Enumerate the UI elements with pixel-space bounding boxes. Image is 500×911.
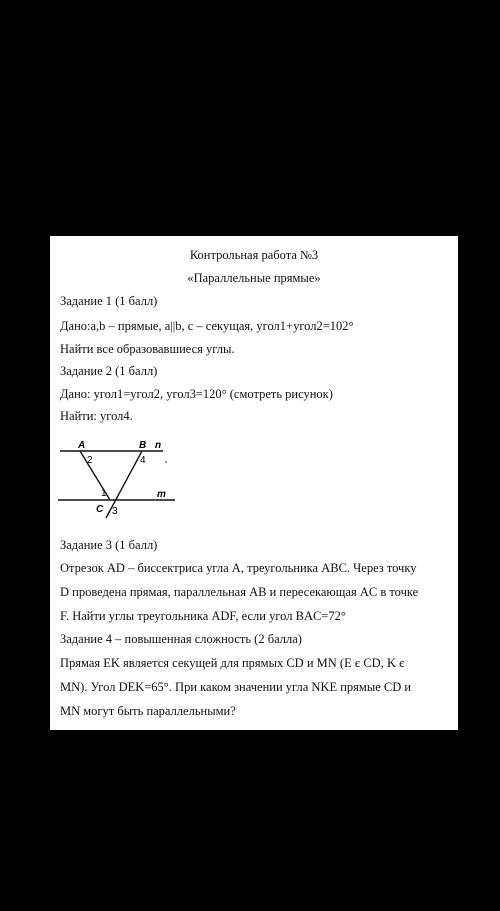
task1-given: Дано:a,b – прямые, a||b, c – секущая, угол1+угол2=102° (60, 319, 354, 333)
task3-text-line1: Отрезок AD – биссектриса угла A, треугольника ABC. Через точку (60, 561, 417, 575)
task2-heading: Задание 2 (1 балл) (60, 364, 158, 378)
task4-text-line2: MN). Угол DEK=65°. При каком значении угла NKE прямые CD и (60, 680, 412, 694)
task2-given: Дано: угол1=угол2, угол3=120° (смотреть рисунок) (60, 387, 333, 401)
angle-4-label: 4 (140, 455, 146, 466)
stray-dot (165, 461, 167, 463)
task4-text-line1: Прямая EK является секущей для прямых CD и MN (E є CD, K є (60, 656, 405, 670)
worksheet-title: Контрольная работа №3 (189, 248, 319, 262)
task3-heading: Задание 3 (1 балл) (60, 538, 158, 552)
task3-text-line3: F. Найти углы треугольника ADF, если угол BAC=72° (60, 609, 346, 623)
worksheet-subtitle: «Параллельные прямые» (187, 271, 321, 285)
label-a: A (78, 440, 86, 451)
task1-heading: Задание 1 (1 балл) (60, 294, 158, 308)
task4-text-line3: MN могут быть параллельными? (60, 704, 236, 718)
label-n: n (155, 440, 162, 451)
task2-find: Найти: угол4. (60, 409, 133, 423)
label-b: B (139, 440, 147, 451)
task3-text-line2: D проведена прямая, параллельная AB и пересекающая AC в точке (60, 585, 419, 599)
angle-3-label: 3 (112, 506, 118, 517)
task1-find: Найти все образовавшиеся углы. (60, 342, 235, 356)
task4-heading: Задание 4 – повышенная сложность (2 балла) (60, 632, 302, 646)
angle-2-label: 2 (87, 455, 93, 466)
label-c: C (96, 504, 104, 515)
worksheet (50, 236, 458, 730)
label-m: m (157, 489, 166, 500)
angle-1-label: 1 (101, 488, 107, 499)
